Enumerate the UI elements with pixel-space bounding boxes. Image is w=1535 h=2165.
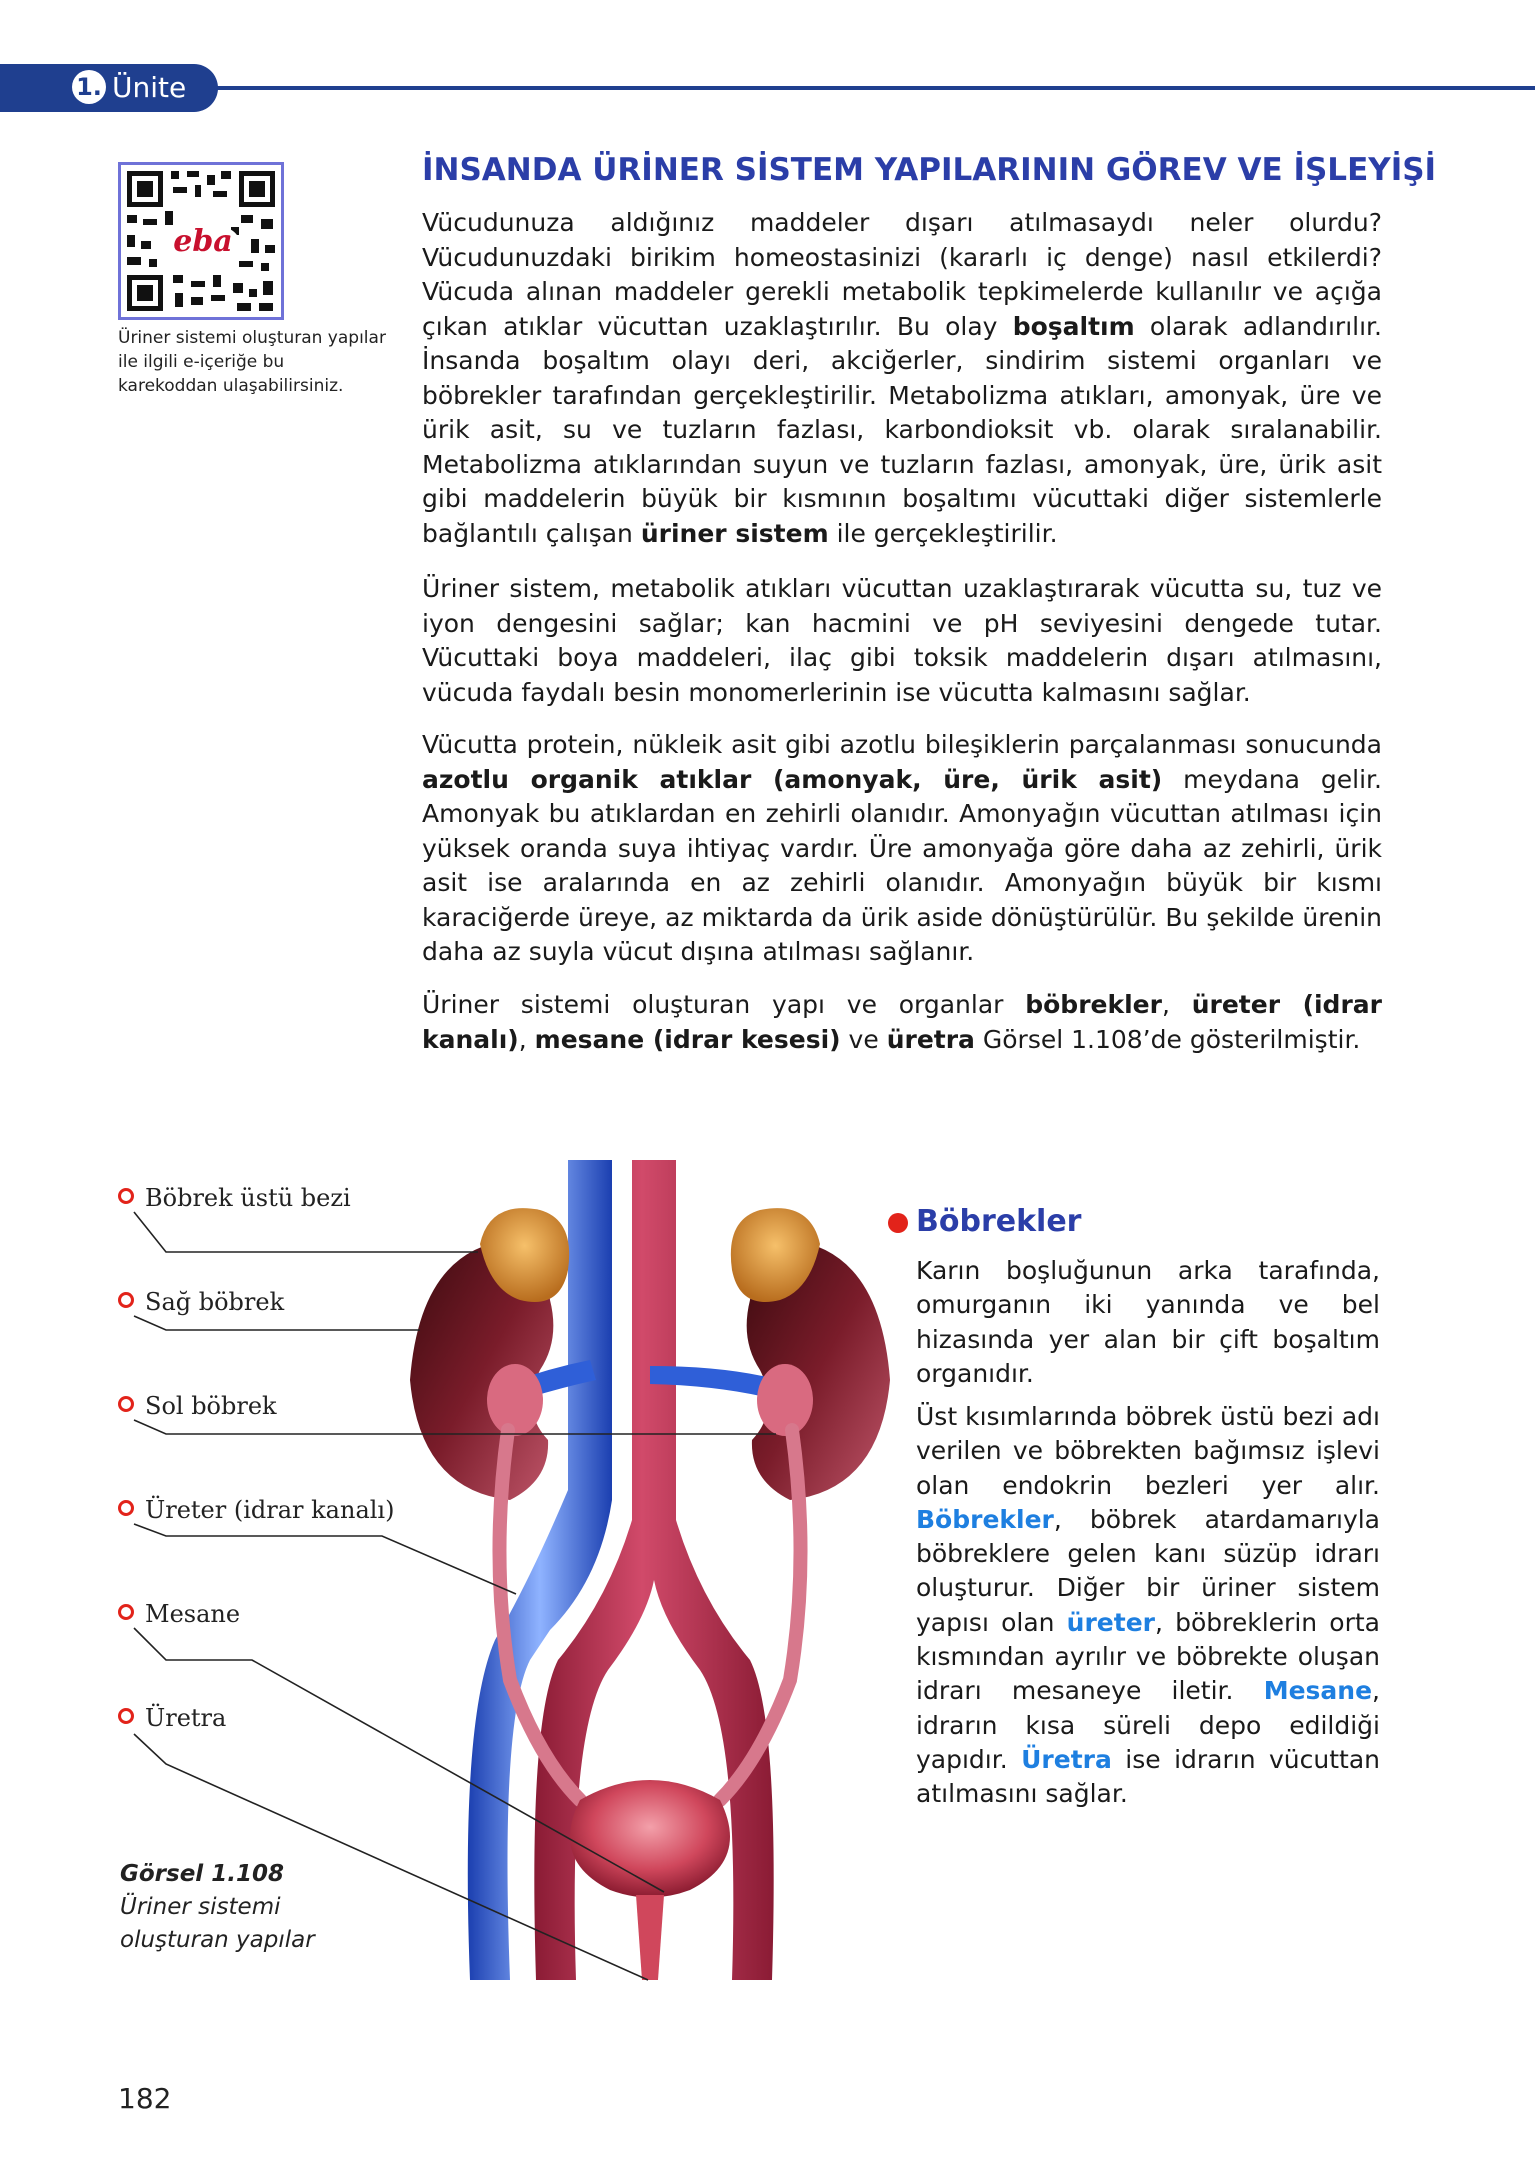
p4-term-ureter: üreter (idrar kanalı) <box>422 990 1382 1054</box>
label-marker-icon <box>118 1500 134 1516</box>
p1-term-uriner: üriner sistem <box>640 518 829 548</box>
unit-number: 1. <box>72 70 106 104</box>
p4-term-mesane: mesane (idrar kesesi) <box>534 1024 841 1054</box>
sidebar-paragraph-2 <box>916 1400 1380 1812</box>
bullet-icon <box>888 1213 908 1233</box>
section-title: İNSANDA ÜRİNER SİSTEM YAPILARININ GÖREV VE İŞLEYİŞİ <box>422 152 1437 188</box>
p4-sep-3: ve <box>840 1024 887 1054</box>
p1-text-c: olarak adlandırılır. İnsanda boşaltım olayı deri, akciğerler, sindirim sistemi organları ve böbrekler tarafından gerçekleştirilir. Metabolizma atıkları, amonyak, üre ve ürik asit, su ve tuzların fazlası, karbondioksit vb. olarak sıralanabilir. Metabolizma atıklarından suyun ve tuzların fazlası, amonyak, üre, ürik asit gibi maddelerin büyük bir kısmının boşaltımı vücuttaki diğer sistemlerle bağlantılı çalışan <box>422 311 1382 548</box>
s2-term-mesane: Mesane <box>1263 1676 1373 1706</box>
svg-text:eba: eba <box>173 224 233 259</box>
page-number: 182 <box>118 2082 172 2115</box>
p1-term-bosaltim: boşaltım <box>1012 311 1135 341</box>
unit-label: Ünite <box>112 71 187 104</box>
label-marker-icon <box>118 1708 134 1724</box>
p4-sep-1: , <box>1161 990 1192 1019</box>
label-marker-icon <box>118 1604 134 1620</box>
p1-text-d: ile gerçekleştirilir. <box>828 518 1058 548</box>
s2-term-uretra: Üretra <box>1021 1744 1112 1774</box>
figure-caption-line-1: Üriner sistemi <box>120 1894 281 1920</box>
p4-sep-2: , <box>518 1024 535 1054</box>
s2-term-bobrekler: Böbrekler <box>916 1504 1054 1534</box>
s2-text-c: , böbreklerin orta kısmından ayrılır ve böbrekte oluşan idrarı mesaneye iletir. <box>916 1607 1380 1706</box>
p3-text-a: Vücutta protein, nükleik asit gibi azotlu bileşiklerin parçalanması sonucunda <box>422 730 1382 759</box>
sidebar-paragraph-1: Karın boşluğunun arka tarafında, omurganın iki yanında ve bel hizasında yer alan bir çift boşaltım organıdır. <box>916 1256 1380 1388</box>
s2-text-e: ise idrarın vücuttan atılmasını sağlar. <box>916 1744 1380 1809</box>
label-marker-icon <box>118 1188 134 1204</box>
pointer-line-left-kidney <box>134 1420 776 1434</box>
p4-term-uretra: üretra <box>886 1024 975 1054</box>
pointer-line-right-kidney <box>134 1316 420 1330</box>
p4-text-d: Görsel 1.108’de gösterilmiştir. <box>974 1024 1361 1054</box>
figure-caption-line-2: oluşturan yapılar <box>120 1927 315 1953</box>
figure-caption <box>120 1858 315 1957</box>
label-marker-icon <box>118 1292 134 1308</box>
s2-term-ureter: üreter <box>1066 1607 1155 1637</box>
label-marker-icon <box>118 1396 134 1412</box>
p4-text-a: Üriner sistemi oluşturan yapı ve organlar <box>422 990 1026 1019</box>
p4-term-bobrekler: böbrekler <box>1025 990 1162 1019</box>
s2-text-b: , böbrek atardamarıyla böbreklere gelen kanı süzüp idrarı oluşturur. Diğer bir üriner sistem yapısı olan <box>916 1504 1380 1637</box>
pointer-line-bladder <box>134 1628 664 1892</box>
paragraph-2: Üriner sistem, metabolik atıkları vücuttan uzaklaştırarak vücutta su, tuz ve iyon dengesini sağlar; kan hacmini ve pH seviyesini dengede tutar. Vücuttaki boya maddeleri, ilaç gibi toksik maddelerin dışarı atılmasını, vücuda faydalı besin monomerlerinin ise vücutta kalmasını sağlar. <box>422 574 1382 707</box>
qr-caption: Üriner sistemi oluşturan yapılar ile ilgili e-içeriğe bu karekoddan ulaşabilirsiniz. <box>118 328 386 396</box>
p3-text-c: meydana gelir. Amonyak bu atıklardan en zehirli olanıdır. Amonyağın vücuttan atılması için yüksek oranda suya ihtiyaç vardır. Üre amonyağa göre daha az zehirli, ürik asit ise aralarında en az zehirli olanıdır. Amonyağın büyük bir kısmı karaciğerde üreye, az miktarda da ürik aside dönüştürülür. Bu şekilde ürenin daha az suyla vücut dışına atılması sağlanır. <box>422 764 1382 966</box>
p3-term-azotlu: azotlu organik atıklar (amonyak, üre, ürik asit) <box>422 764 1163 794</box>
s2-text-a: Üst kısımlarında böbrek üstü bezi adı verilen ve böbrekten bağımsız işlevi olan endokrin bezleri yer alır. <box>916 1402 1380 1500</box>
s2-text-d: , idrarın kısa süreli depo edildiği yapıdır. <box>916 1676 1380 1774</box>
pointer-line-adrenal <box>134 1212 478 1252</box>
figure-caption-title: Görsel 1.108 <box>120 1861 284 1887</box>
pointer-line-ureter <box>134 1524 516 1594</box>
p1-text-a: Vücudunuza aldığınız maddeler dışarı atılmasaydı neler olurdu? Vücudunuzdaki birikim homeostasinizi (kararlı iç denge) nasıl etkilerdi? Vücuda alınan maddeler gerekli metabolik tepkimelerde kullanılır ve açığa çıkan atıklar vücuttan uzaklaştırılır. Bu olay <box>422 208 1382 341</box>
